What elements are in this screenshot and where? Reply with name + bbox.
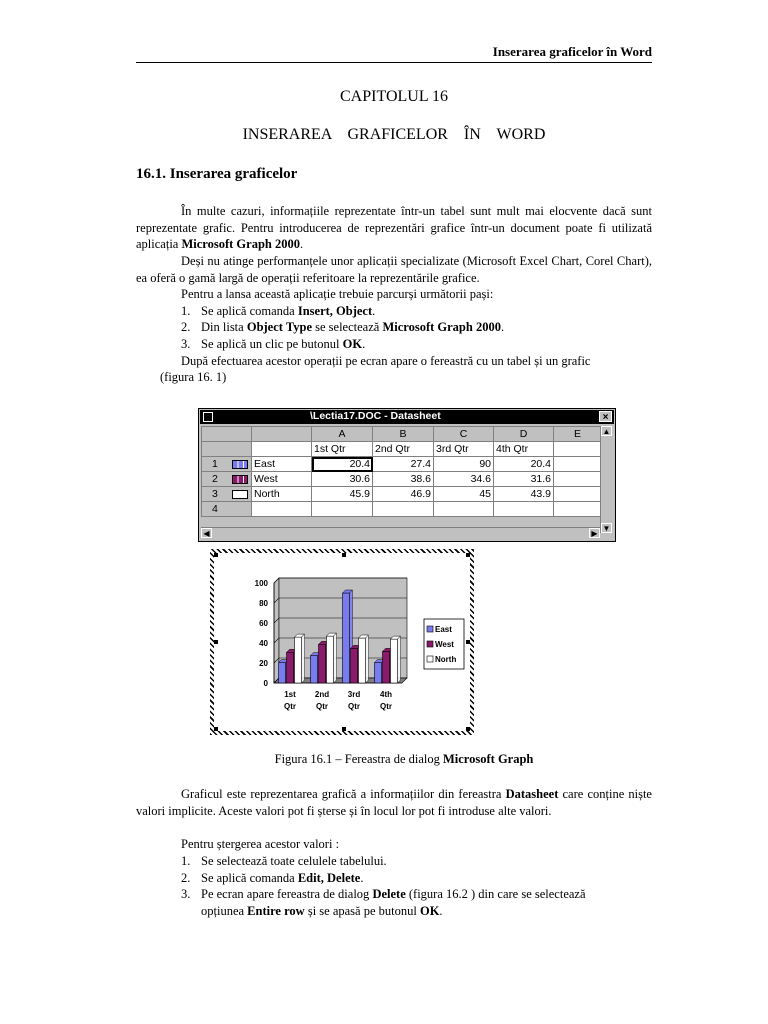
resize-handle <box>214 640 218 644</box>
datasheet-grid-icon[interactable] <box>203 412 213 422</box>
x-tick-label: Qtr <box>284 702 296 711</box>
scroll-up-icon[interactable]: ▲ <box>602 427 611 436</box>
resize-handle <box>342 553 346 557</box>
bar-north <box>327 636 334 683</box>
horizontal-scrollbar[interactable] <box>201 527 600 539</box>
cell[interactable] <box>554 472 602 487</box>
cell[interactable]: 45.9 <box>312 487 373 502</box>
bar-north <box>391 639 398 683</box>
bar-west <box>383 651 390 683</box>
cell[interactable] <box>434 502 494 517</box>
resize-handle <box>214 553 218 557</box>
cell[interactable]: 2nd Qtr <box>373 442 434 457</box>
scroll-down-icon[interactable]: ▼ <box>602 524 611 533</box>
bar-west <box>351 648 358 683</box>
resize-handle <box>466 640 470 644</box>
y-tick-label: 40 <box>259 639 268 648</box>
cell[interactable]: East <box>252 457 312 472</box>
row-header[interactable]: 3 <box>202 487 252 502</box>
legend-swatch <box>427 641 433 647</box>
resize-handle <box>214 727 218 731</box>
y-tick-label: 60 <box>259 619 268 628</box>
cell[interactable]: 46.9 <box>373 487 434 502</box>
resize-handle <box>342 727 346 731</box>
cell[interactable]: 38.6 <box>373 472 434 487</box>
cell[interactable] <box>373 502 434 517</box>
bar-side-north <box>302 634 305 683</box>
legend-swatch <box>427 626 433 632</box>
paragraph-after-steps: După efectuarea acestor operații pe ecran apare o fereastră cu un tabel și un grafic <box>181 354 591 368</box>
figure-caption: Figura 16.1 – Fereastra de dialog Microsoft Graph <box>274 752 534 766</box>
chapter-title: INSERAREA GRAFICELOR ÎN WORD <box>242 126 546 143</box>
column-chart <box>214 553 470 731</box>
row-header[interactable]: 4 <box>202 502 252 517</box>
bar-side-north <box>398 636 401 683</box>
figure-reference: (figura 16. 1) <box>160 370 227 384</box>
y-tick-label: 80 <box>259 599 268 608</box>
bar-north <box>295 637 302 683</box>
x-tick-label: Qtr <box>348 702 360 711</box>
cell[interactable]: 34.6 <box>434 472 494 487</box>
cell[interactable]: 45 <box>434 487 494 502</box>
paragraph-intro: În multe cazuri, informațiile reprezentate într-un tabel sunt mult mai elocvente dacă sunt reprezentate grafic. Pentru introducerea de reprezentări grafice într-un document poate fi utilizată aplicația Microsoft Graph 2000. <box>136 204 652 251</box>
datasheet-window <box>198 408 616 542</box>
paragraph-datasheet: Graficul este reprezentarea grafică a informațiilor din fereastra Datasheet care conține niște valori implicite. Aceste valori pot fi șterse și în locul lor pot fi introduse alte valori. <box>136 787 652 818</box>
cell[interactable] <box>252 442 312 457</box>
cell[interactable] <box>494 502 554 517</box>
datasheet-table <box>201 426 602 517</box>
y-tick-label: 20 <box>259 659 268 668</box>
column-letter[interactable]: A <box>312 427 373 442</box>
bar-east <box>375 663 382 683</box>
column-letter[interactable]: D <box>494 427 554 442</box>
select-all-corner[interactable] <box>202 427 252 442</box>
x-tick-label: 4th <box>380 690 392 699</box>
cell[interactable] <box>554 442 602 457</box>
active-cell[interactable]: 20.4 <box>312 457 373 472</box>
cell[interactable] <box>554 457 602 472</box>
bar-side-north <box>366 635 369 683</box>
cell[interactable]: 27.4 <box>373 457 434 472</box>
section-heading: 16.1. Inserarea graficelor <box>136 166 298 182</box>
legend-label: East <box>435 625 452 634</box>
cell[interactable]: 43.9 <box>494 487 554 502</box>
x-tick-label: 2nd <box>314 690 330 699</box>
bar-side-north <box>334 633 337 683</box>
cell[interactable] <box>312 502 373 517</box>
bar-east <box>279 663 286 683</box>
datasheet-titlebar[interactable] <box>200 410 614 424</box>
vertical-scrollbar[interactable] <box>600 426 613 533</box>
cell[interactable] <box>554 502 602 517</box>
x-tick-label: Qtr <box>316 702 328 711</box>
bar-series-icon <box>232 460 248 469</box>
cell[interactable]: 1st Qtr <box>312 442 373 457</box>
running-header: Inserarea graficelor în Word <box>492 44 652 59</box>
datasheet-title: \Lectia17.DOC - Datasheet <box>310 410 441 422</box>
column-letter[interactable]: E <box>554 427 602 442</box>
cell[interactable] <box>252 502 312 517</box>
row-header[interactable]: 2 <box>202 472 252 487</box>
cell[interactable]: 20.4 <box>494 457 554 472</box>
resize-handle <box>466 727 470 731</box>
x-tick-label: Qtr <box>380 702 392 711</box>
column-header-blank[interactable] <box>252 427 312 442</box>
x-tick-label: 1st <box>284 690 296 699</box>
cell[interactable]: West <box>252 472 312 487</box>
legend-label: North <box>435 655 457 664</box>
bar-west <box>287 652 294 683</box>
bar-west <box>319 644 326 683</box>
column-letter[interactable]: B <box>373 427 434 442</box>
header-rule <box>136 62 652 63</box>
cell[interactable]: 30.6 <box>312 472 373 487</box>
paragraph-performance: Deși nu atinge performanțele unor aplicații specializate (Microsoft Excel Chart, Corel Chart), ea oferă o gamă largă de operații referitoare la reprezentările grafice. <box>136 254 652 285</box>
row-header[interactable]: 1 <box>202 457 252 472</box>
y-tick-label: 100 <box>254 579 268 588</box>
cell[interactable]: 3rd Qtr <box>434 442 494 457</box>
x-tick-label: 3rd <box>347 690 361 699</box>
scroll-right-icon[interactable]: ▶ <box>589 528 600 538</box>
cell[interactable]: 90 <box>434 457 494 472</box>
cell[interactable]: 4th Qtr <box>494 442 554 457</box>
scroll-left-icon[interactable]: ◀ <box>201 528 212 538</box>
chart-frame[interactable] <box>210 549 474 735</box>
cell[interactable]: North <box>252 487 312 502</box>
chart-area <box>214 553 470 731</box>
close-button[interactable]: × <box>599 411 612 422</box>
row-header[interactable] <box>202 442 252 457</box>
column-letter[interactable]: C <box>434 427 494 442</box>
paragraph-steps-intro: Pentru a lansa această aplicație trebuie parcurși următorii pași: <box>181 287 494 301</box>
bar-series-icon <box>232 475 248 484</box>
legend-label: West <box>435 640 454 649</box>
bar-north <box>359 638 366 683</box>
cell[interactable]: 31.6 <box>494 472 554 487</box>
bar-series-icon <box>232 490 248 499</box>
paragraph-delete-intro: Pentru ștergerea acestor valori : <box>181 837 340 851</box>
resize-handle <box>466 553 470 557</box>
y-tick-label: 0 <box>263 679 268 688</box>
legend-swatch <box>427 656 433 662</box>
bar-east <box>343 593 350 683</box>
bar-east <box>311 656 318 683</box>
cell[interactable] <box>554 487 602 502</box>
chapter-number: CAPITOLUL 16 <box>340 88 448 105</box>
